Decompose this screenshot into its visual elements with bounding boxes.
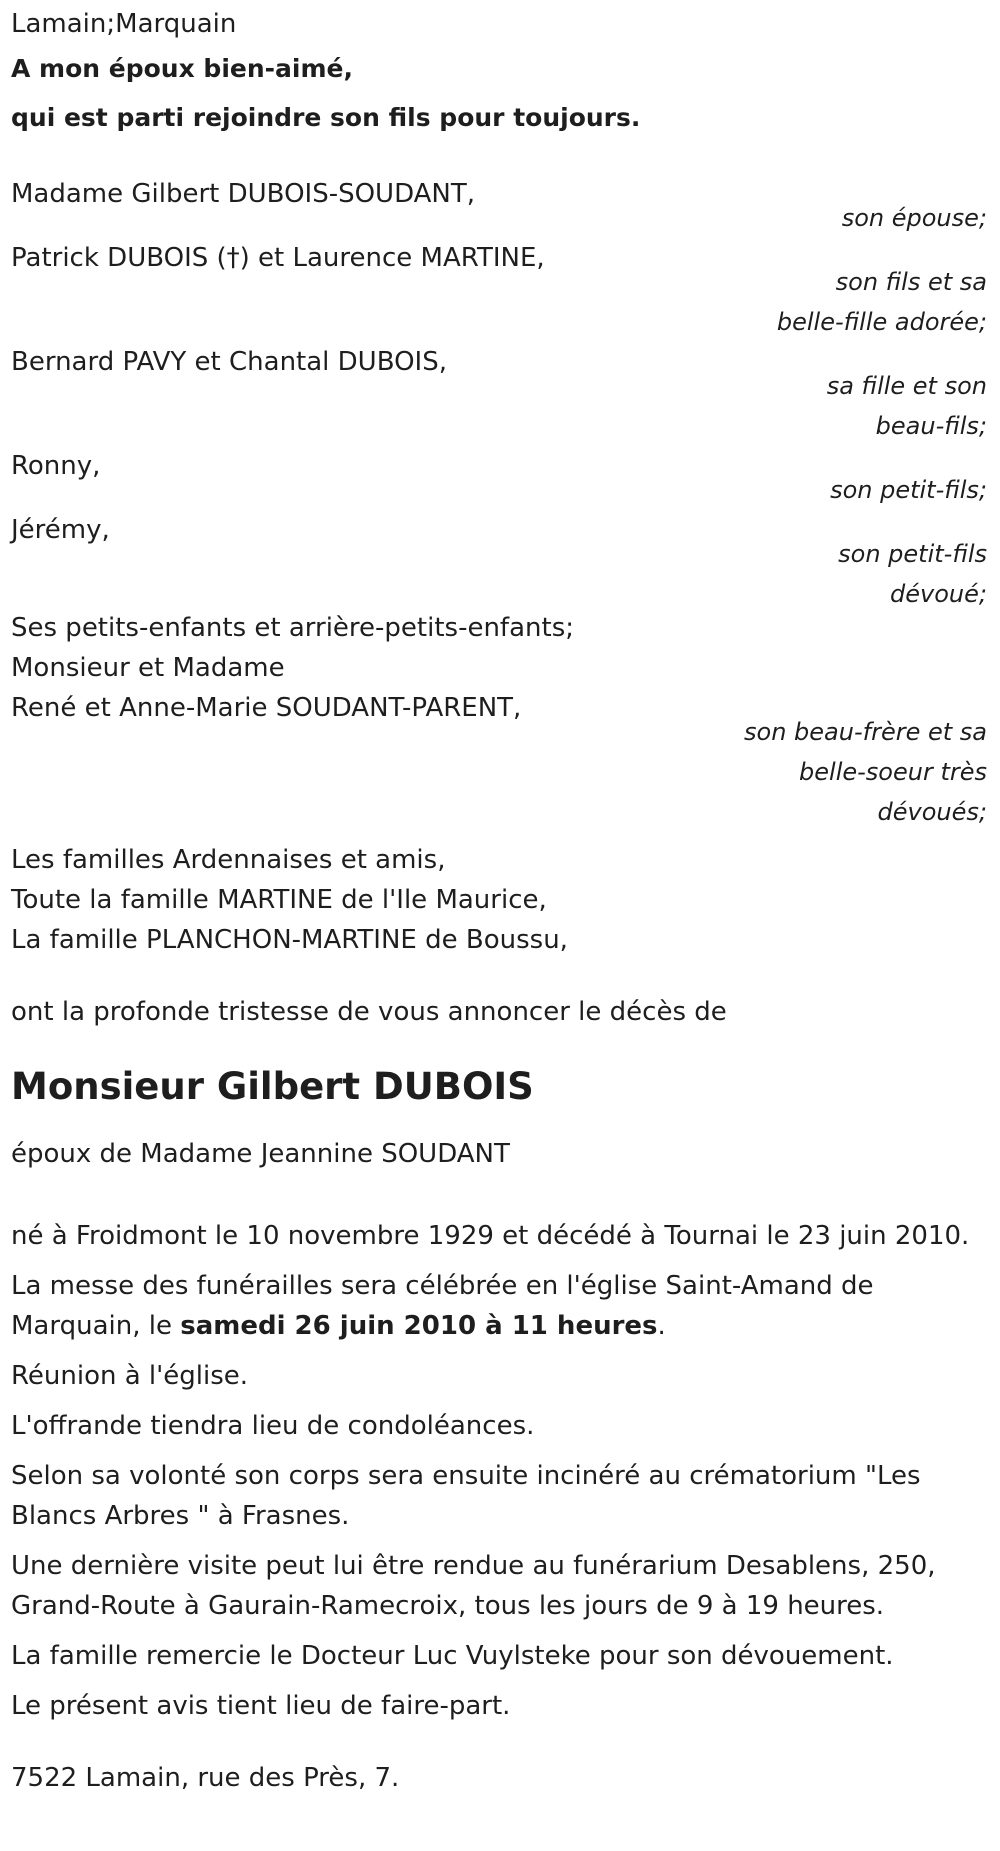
others-role	[11, 712, 987, 832]
family-name: Jérémy,	[11, 515, 110, 545]
others-line-3: René et Anne-Marie SOUDANT-PARENT,	[11, 693, 522, 723]
family-role-line: beau-fils;	[875, 412, 987, 440]
place-line: Lamain;Marquain	[11, 9, 237, 39]
deceased-name: Monsieur Gilbert DUBOIS	[11, 1065, 534, 1108]
paragraph: La famille remercie le Docteur Luc Vuylsteke pour son dévouement.	[11, 1641, 894, 1671]
others-role-line: son beau-frère et sa	[744, 718, 987, 746]
obituary-notice	[11, 0, 987, 1798]
paragraph: Selon sa volonté son corps sera ensuite incinéré au crématorium "Les Blancs Arbres " à Frasnes.	[11, 1461, 921, 1531]
others-line-2: Monsieur et Madame	[11, 653, 285, 683]
family-role-line: dévoué;	[890, 580, 987, 608]
funeral-paragraph	[11, 1266, 987, 1346]
family-role	[11, 470, 987, 510]
funeral-end: .	[657, 1311, 666, 1341]
funeral-text: La messe des funérailles sera célébrée en l'église Saint-Amand de Marquain, le	[11, 1271, 874, 1341]
family-role-line: son fils et sa	[835, 268, 987, 296]
others-role-line: dévoués;	[877, 798, 987, 826]
family-entry	[11, 174, 987, 238]
family-role-line: son petit-fils	[838, 540, 987, 568]
announcement-line: ont la profonde tristesse de vous annoncer le décès de	[11, 997, 727, 1027]
paragraph: Le présent avis tient lieu de faire-part.	[11, 1691, 511, 1721]
family-entry	[11, 510, 987, 614]
family-name: Bernard PAVY et Chantal DUBOIS,	[11, 347, 447, 377]
family-name: Madame Gilbert DUBOIS-SOUDANT,	[11, 179, 476, 209]
friends-line: Les familles Ardennaises et amis,	[11, 845, 446, 875]
dedication-line-2: qui est parti rejoindre son fils pour toujours.	[11, 103, 641, 132]
birth-death-line: né à Froidmont le 10 novembre 1929 et décédé à Tournai le 23 juin 2010.	[11, 1221, 970, 1251]
family-entry	[11, 446, 987, 510]
others-line-1: Ses petits-enfants et arrière-petits-enfants;	[11, 613, 574, 643]
family-list	[11, 174, 987, 832]
family-name: Ronny,	[11, 451, 101, 481]
family-role-line: belle-fille adorée;	[776, 308, 987, 336]
others-role-line: belle-soeur très	[799, 758, 987, 786]
friends-line: La famille PLANCHON-MARTINE de Boussu,	[11, 925, 568, 955]
family-role-line: son épouse;	[841, 204, 987, 232]
spouse-line: époux de Madame Jeannine SOUDANT	[11, 1139, 510, 1169]
friends-list	[11, 840, 987, 960]
family-role-line: sa fille et son	[826, 372, 987, 400]
family-role	[11, 534, 987, 614]
family-role-line: son petit-fils;	[830, 476, 987, 504]
others-entry	[11, 608, 987, 832]
family-name: Patrick DUBOIS (†) et Laurence MARTINE,	[11, 243, 545, 273]
funeral-date: samedi 26 juin 2010 à 11 heures	[180, 1311, 658, 1341]
family-entry	[11, 342, 987, 446]
family-entry	[11, 238, 987, 342]
paragraph: Réunion à l'église.	[11, 1361, 249, 1391]
address-line: 7522 Lamain, rue des Près, 7.	[11, 1763, 400, 1793]
friends-line: Toute la famille MARTINE de l'Ile Maurice,	[11, 885, 547, 915]
paragraph: L'offrande tiendra lieu de condoléances.	[11, 1411, 535, 1441]
paragraph: Une dernière visite peut lui être rendue au funérarium Desablens, 250, Grand-Route à Gaurain-Ramecroix, tous les jours de 9 à 19 heures.	[11, 1551, 936, 1621]
dedication-line-1: A mon époux bien-aimé,	[11, 54, 353, 83]
